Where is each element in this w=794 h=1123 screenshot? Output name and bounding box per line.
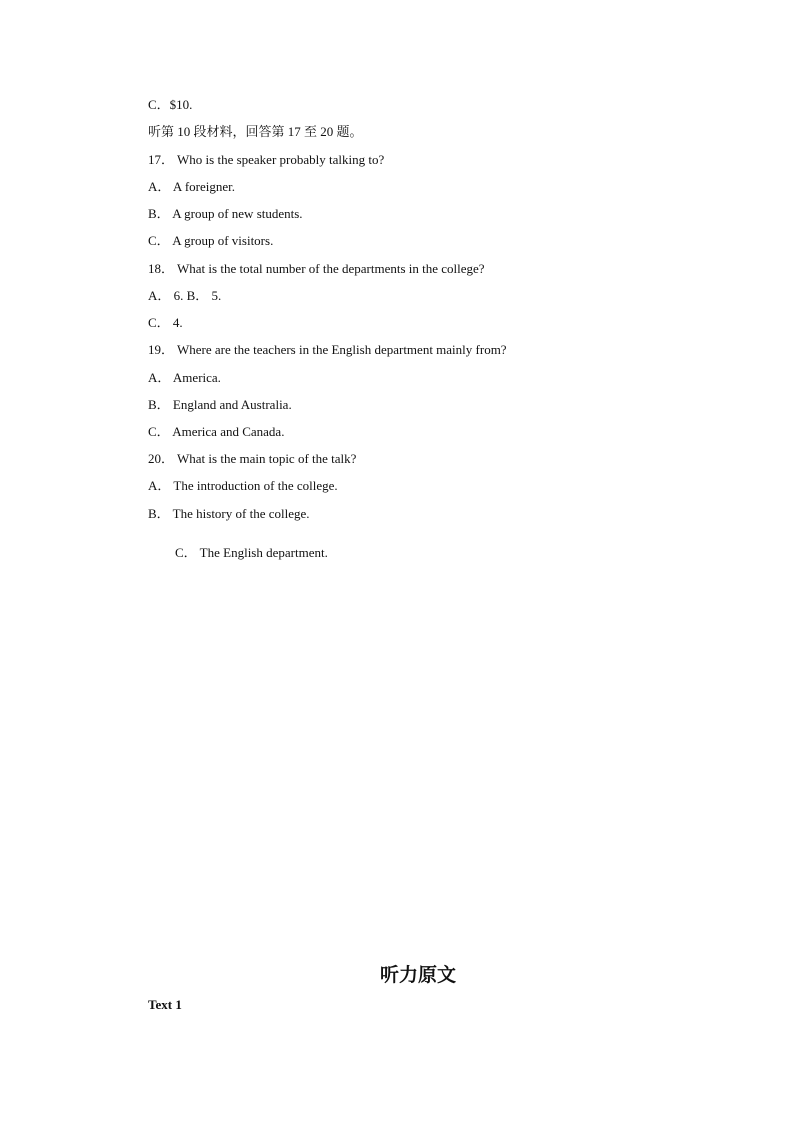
text-label: Text 1 [148,997,182,1012]
section-title: 听力原文 [379,964,456,986]
question-20: 20． What is the main topic of the talk? [148,451,357,466]
instruction-text-10: 听第 10 段材料，回答第 17 至 20 题。 [148,124,363,139]
q19-option-b: B． England and Australia. [148,397,292,412]
q17-option-c: C． A group of visitors. [148,233,274,248]
question-19: 19． Where are the teachers in the English department mainly from? [148,342,507,357]
q20-option-b: B． The history of the college. [148,506,310,521]
option-c-prev: C．$10. [148,97,193,112]
q18-option-c: C． 4. [148,315,183,330]
q19-option-a: A． America. [148,370,221,385]
q17-option-a: A． A foreigner. [148,179,236,194]
q20-option-c: C． The English department. [175,545,328,560]
q19-option-c: C． America and Canada. [148,424,285,439]
q20-option-a: A． The introduction of the college. [148,478,338,493]
q18-options-ab: A． 6. B． 5. [148,288,222,303]
question-17: 17． Who is the speaker probably talking to? [148,152,385,167]
question-18: 18． What is the total number of the departments in the college? [148,261,485,276]
q17-option-b: B． A group of new students. [148,206,303,221]
